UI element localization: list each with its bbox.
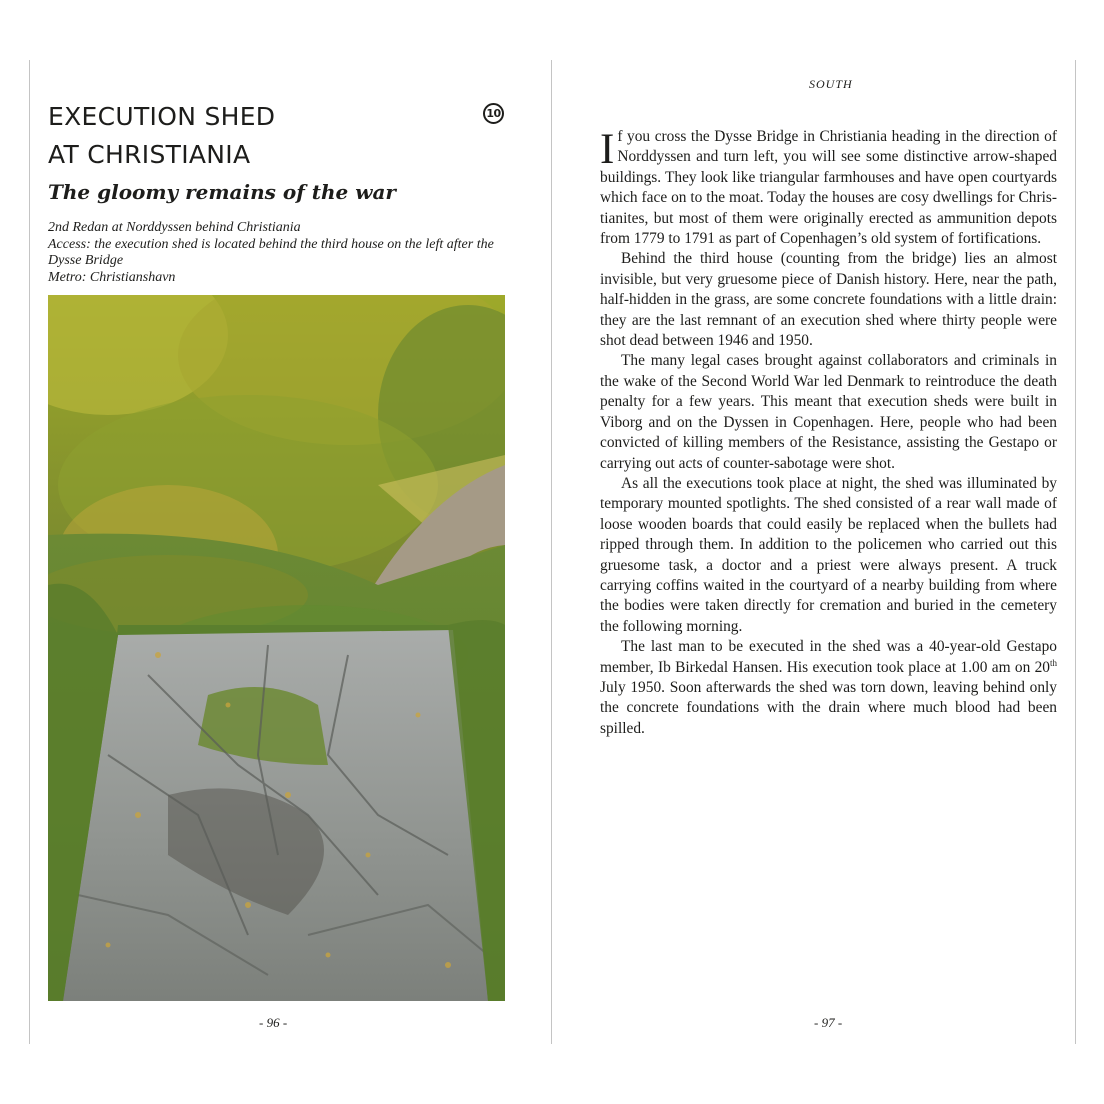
address-line: 2nd Redan at Norddyssen behind Christiania — [48, 220, 301, 235]
body-paragraph-4: As all the executions took place at night, the shed was illuminated by temporary mounted spotlights. The shed consisted of a rear wall made of loose wooden boards that could easily be replaced when the bullets had ripped through them. In addition to the policemen who carried out this gruesome task, a doctor and a priest were always present. A truck carrying coffins waited in the courtyard of a nearby building from where the bodies were taken directly for cremation and buried in the cemetery the following morning. — [600, 474, 1057, 635]
right-page-number: - 97 - — [814, 1015, 843, 1030]
entry-number-badge: 10 — [483, 103, 504, 124]
metro-line: Metro: Christianshavn — [48, 269, 176, 285]
body-paragraph-1: If you cross the Dysse Bridge in Christiania heading in the direction of Norddyssen and turn left, you will see some distinctive arrow-shaped buildings. They look like triangular farmhouses and have open courtyards which face on to the moat. Today the houses are cosy dwellings for Christianites, but most of them were originally erected as ammunition depots from 1779 to 1791 as part of Copenhagen’s old system of fortifications. — [600, 126, 1057, 248]
location-info — [48, 220, 508, 286]
execution-shed-foundation-photo — [48, 295, 505, 1001]
drop-cap: I — [600, 126, 615, 173]
body-paragraph-3: The many legal cases brought against collaborators and criminals in the wake of the Second World War led Denmark to reintroduce the death penalty for a few years. This meant that execution sheds were built in Viborg and on the Dyssen in Copenhagen. Here, people who had been convicted of killing members of the Resistance, assisting the Gestapo or carrying out acts of counter-sabotage were shot. — [600, 352, 1057, 472]
right-page — [552, 0, 1104, 1104]
article-body — [600, 127, 1057, 739]
access-line: Access: the execution shed is located behind the third house on the left after the Dysse Bridge — [48, 236, 494, 268]
title-line-1: EXECUTION SHED — [48, 102, 276, 131]
body-paragraph-2: Behind the third house (counting from the bridge) lies an almost invisible, but very gruesome piece of Danish history. Here, near the path, half-hidden in the grass, are some concrete foundations with a little drain: they are the last remnant of an execution shed where thirty people were shot dead between 1946 and 1950. — [600, 250, 1057, 350]
body-paragraph-5: The last man to be executed in the shed was a 40-year-old Gestapo member, Ib Birkedal Hansen. His execution took place at 1.00 am on 20th July 1950. Soon afterwards the shed was torn down, leaving behind only the concrete foundations with the drain where much blood had been spilled. — [600, 638, 1057, 737]
subtitle: The gloomy remains of the war — [48, 180, 396, 204]
left-page-number: - 96 - — [259, 1015, 288, 1030]
section-header: SOUTH — [809, 77, 853, 91]
title-line-2: AT CHRISTIANIA — [48, 140, 251, 169]
page-title — [48, 98, 468, 174]
